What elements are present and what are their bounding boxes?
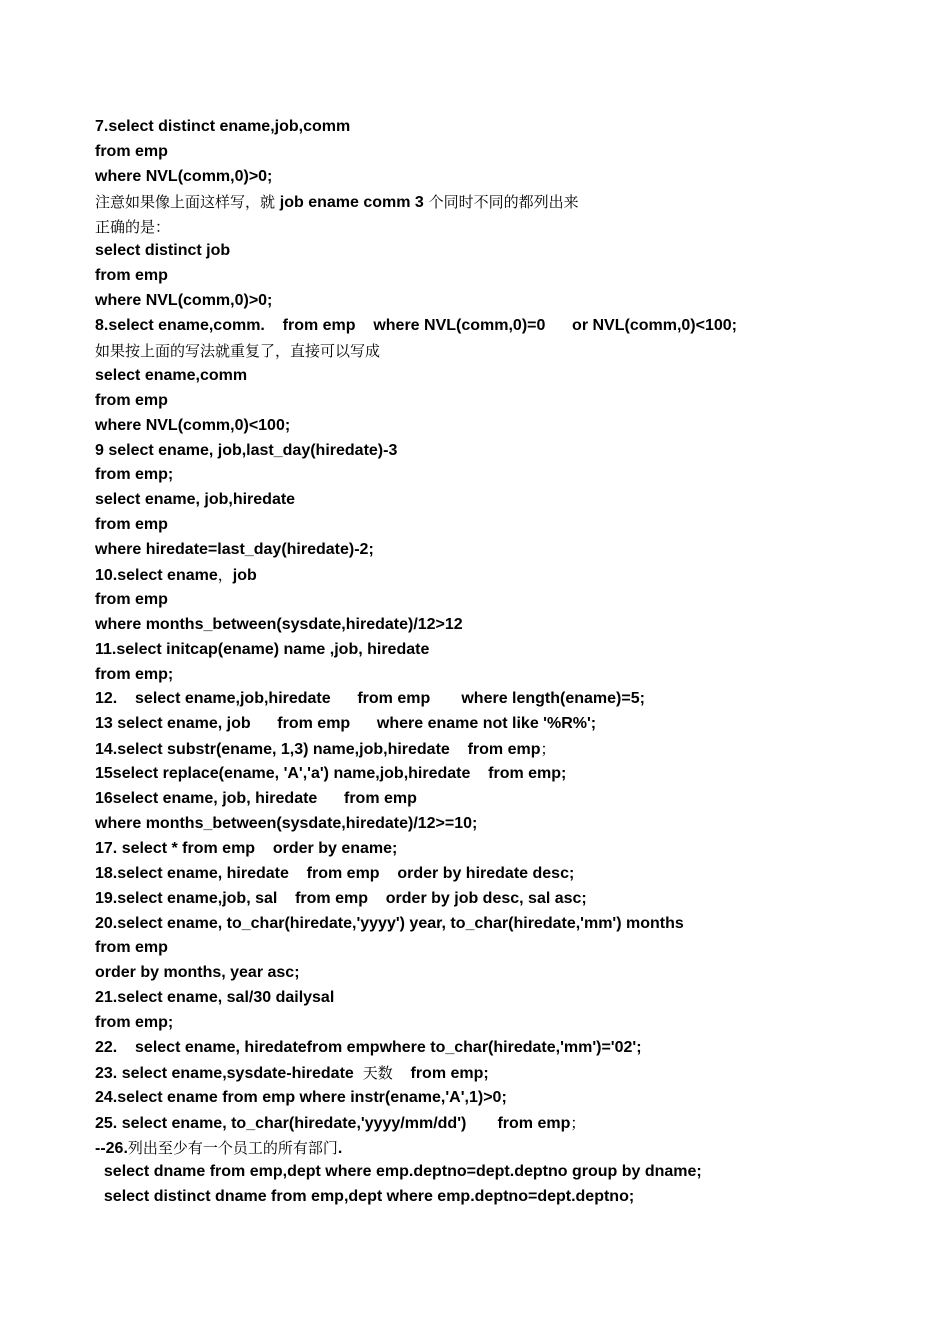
text-line [0, 588, 950, 613]
code-text: from emp [95, 142, 168, 160]
code-text: 8.select ename,comm. from emp where NVL(comm,0)=0 or NVL(comm,0)<100; [95, 317, 737, 335]
code-text: 22. select ename, hiredatefrom empwhere to_char(hiredate,'mm')='02'; [95, 1038, 642, 1056]
text-line [0, 787, 950, 812]
text-line [0, 1086, 950, 1111]
text-line [0, 190, 950, 215]
chinese-text: ； [540, 740, 556, 759]
code-text: from emp [95, 939, 168, 957]
text-line [0, 1061, 950, 1086]
text-line [0, 862, 950, 887]
code-text: where NVL(comm,0)>0; [95, 167, 273, 185]
code-text: 20.select ename, to_char(hiredate,'yyyy') year, to_char(hiredate,'mm') months [95, 914, 684, 932]
code-text: select ename,comm [95, 366, 248, 384]
code-text: select distinct job [95, 242, 231, 260]
code-text: --26. [95, 1139, 128, 1157]
text-line [0, 364, 950, 389]
code-text: select dname from emp,dept where emp.deptno=dept.deptno group by dname; [95, 1163, 702, 1181]
text-line [0, 961, 950, 986]
code-text: where NVL(comm,0)<100; [95, 416, 291, 434]
code-text: 10.select ename [95, 567, 218, 585]
code-text: 13 select ename, job from emp where ename not like '%R%'; [95, 715, 597, 733]
text-line [0, 986, 950, 1011]
text-line [0, 215, 950, 240]
code-text: 18.select ename, hiredate from emp order by hiredate desc; [95, 864, 575, 882]
text-line [0, 488, 950, 513]
code-text: 25. select ename, to_char(hiredate,'yyyy/mm/dd') from emp [95, 1114, 571, 1132]
text-line [0, 687, 950, 712]
text-line [0, 140, 950, 165]
text-line [0, 289, 950, 314]
text-line [0, 887, 950, 912]
text-line [0, 936, 950, 961]
text-line [0, 439, 950, 464]
chinese-text: 正确的是： [95, 217, 171, 236]
code-text: 19.select ename,job, sal from emp order by job desc, sal asc; [95, 889, 587, 907]
code-text: 23. select ename,sysdate-hiredate [95, 1064, 363, 1082]
text-line [0, 314, 950, 339]
code-text: where hiredate=last_day(hiredate)-2; [95, 541, 374, 559]
code-text: from emp [95, 391, 168, 409]
code-text: . [337, 1139, 343, 1157]
code-text: from emp; [392, 1064, 489, 1082]
text-line [0, 339, 950, 364]
code-text: 21.select ename, sal/30 dailysal [95, 989, 335, 1007]
text-line [0, 563, 950, 588]
code-text: from emp; [95, 1014, 174, 1032]
text-line [0, 613, 950, 638]
code-text: 11.select initcap(ename) name ,job, hiredate [95, 640, 430, 658]
code-text: from emp [95, 267, 168, 285]
text-line [0, 638, 950, 663]
code-text: 14.select substr(ename, 1,3) name,job,hiredate from emp [95, 741, 541, 759]
text-line [0, 1185, 950, 1210]
code-text: job ename comm 3 [279, 193, 424, 211]
code-text: 9 select ename, job,last_day(hiredate)-3 [95, 441, 398, 459]
code-text: where NVL(comm,0)>0; [95, 292, 273, 310]
code-text: where months_between(sysdate,hiredate)/12>=10; [95, 814, 478, 832]
chinese-text: ； [570, 1113, 586, 1132]
code-text: from emp [95, 516, 168, 534]
code-text: job [232, 567, 257, 585]
document-body [0, 115, 950, 1210]
code-text: 24.select ename from emp where instr(ename,'A',1)>0; [95, 1088, 507, 1106]
chinese-text: 个同时不同的都列出来 [423, 192, 579, 211]
code-text: select ename, job,hiredate [95, 491, 296, 509]
code-text: select distinct dname from emp,dept where emp.deptno=dept.deptno; [95, 1188, 635, 1206]
chinese-text: ， [217, 566, 233, 585]
code-text: order by months, year asc; [95, 964, 300, 982]
code-text: 17. select * from emp order by ename; [95, 839, 398, 857]
text-line [0, 463, 950, 488]
text-line [0, 389, 950, 414]
text-line [0, 1011, 950, 1036]
code-text: 15select replace(ename, 'A','a') name,job,hiredate from emp; [95, 765, 567, 783]
text-line [0, 1160, 950, 1185]
text-line [0, 1036, 950, 1061]
chinese-text: 注意如果像上面这样写，就 [95, 192, 280, 211]
chinese-text: 列出至少有一个员工的所有部门 [127, 1138, 338, 1157]
text-line [0, 1136, 950, 1161]
chinese-text: 天数 [362, 1063, 393, 1082]
code-text: 16select ename, job, hiredate from emp [95, 790, 417, 808]
text-line [0, 414, 950, 439]
text-line [0, 115, 950, 140]
code-text: where months_between(sysdate,hiredate)/12>12 [95, 615, 463, 633]
text-line [0, 239, 950, 264]
text-line [0, 663, 950, 688]
chinese-text: 如果按上面的写法就重复了，直接可以写成 [95, 342, 381, 361]
text-line [0, 1111, 950, 1136]
code-text: from emp; [95, 466, 174, 484]
text-line [0, 812, 950, 837]
code-text: 7.select distinct ename,job,comm [95, 118, 351, 135]
text-line [0, 712, 950, 737]
code-text: 12. select ename,job,hiredate from emp where length(ename)=5; [95, 690, 645, 708]
text-line [0, 737, 950, 762]
text-line [0, 538, 950, 563]
text-line [0, 264, 950, 289]
code-text: from emp; [95, 665, 174, 683]
text-line [0, 165, 950, 190]
text-line [0, 912, 950, 937]
text-line [0, 762, 950, 787]
text-line [0, 837, 950, 862]
text-line [0, 513, 950, 538]
code-text: from emp [95, 590, 168, 608]
